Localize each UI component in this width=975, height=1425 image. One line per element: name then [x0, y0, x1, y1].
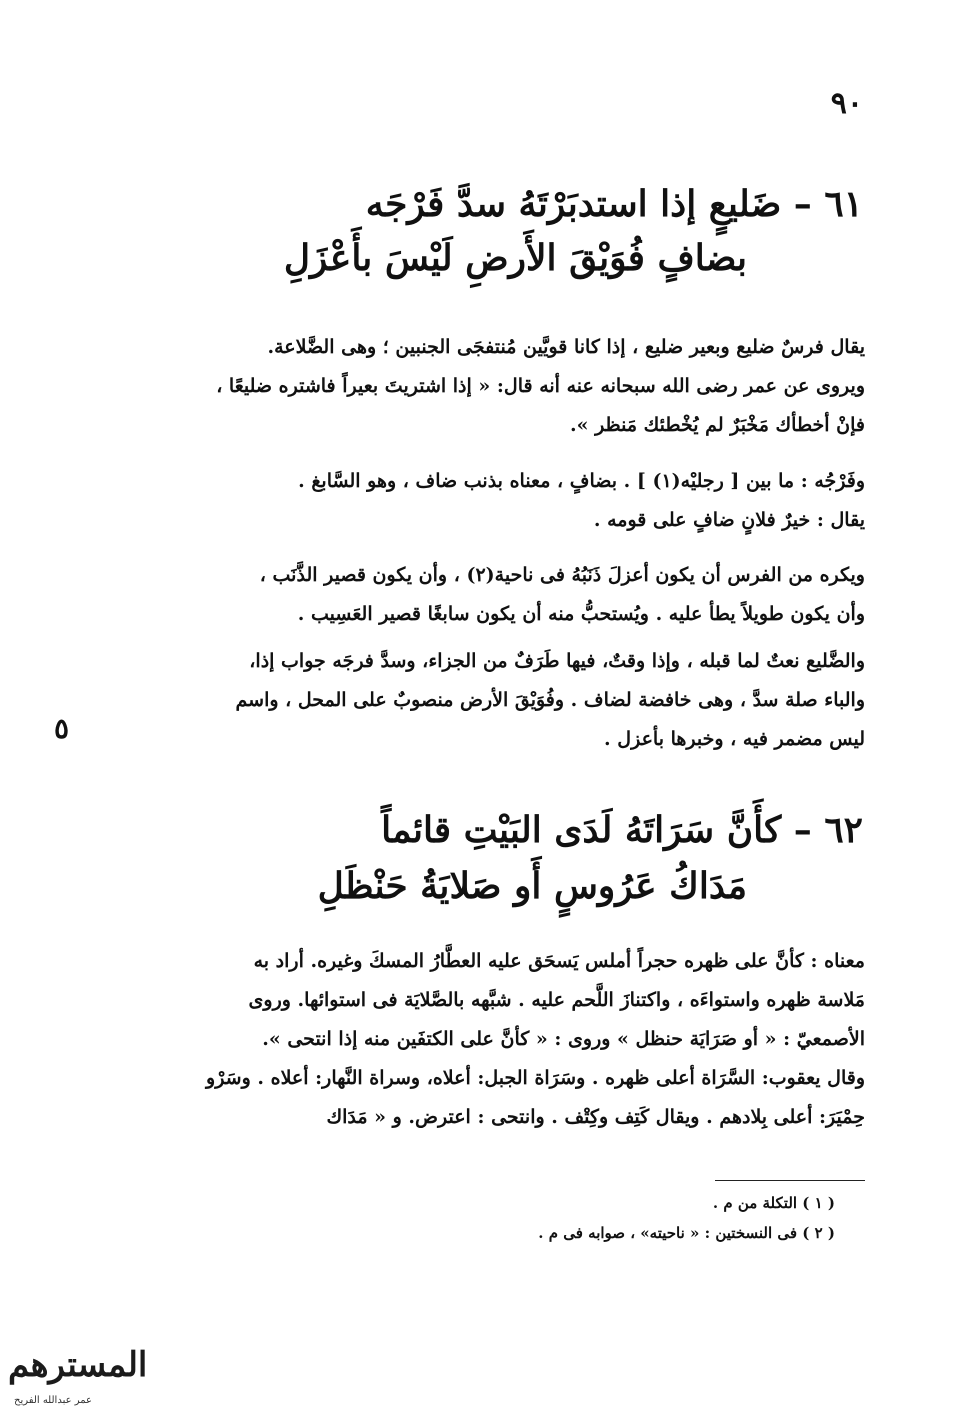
commentary-61-paragraph-1: [115, 328, 865, 445]
text-line: الأصمعيّ : « أو صَرَايَة حنظل » وروى : « كأنَّ على الكتفَين منه إذا انتحى ».: [262, 1028, 865, 1050]
commentary-61-paragraph-4: [115, 642, 865, 759]
footnote-1: ( ١ ) التكلة من م .: [712, 1194, 835, 1212]
footnote-2: ( ٢ ) فى النسختين : « ناحيته» ، صوابه فى م .: [538, 1224, 835, 1242]
commentary-61-paragraph-3: [115, 556, 865, 634]
text-line: ويروى عن عمر رضى الله سبحانه عنه أنه قال: « إذا اشتريتَ بعيراً فاشتره ضليعًا ،: [216, 375, 865, 397]
text-line: والضَّليع نعتٌ لما قبله ، وإذا وقتٌ، فيها طَرَفٌ من الجزاء، وسدَّ فرجَه جواب إذا،: [249, 650, 865, 672]
text-line: وأن يكون طويلاً يطأ عليه . ويُستحبُّ منه أن يكون سابغًا قصير العَسِيب .: [297, 603, 865, 625]
text-line: وفَرْجُه : ما بين [ رجليْه(١) ] . بضافٍ ، معناه بذنب ضاف ، وهو السَّابغ .: [298, 470, 865, 492]
text-line: ليس مضمر فيه ، وخبرها بأعزل .: [604, 728, 865, 750]
footnote-divider: [715, 1180, 865, 1181]
text-line: والباء صلة سدَّ ، وهى خافضة لضاف . وفُوَيْقَ الأرض منصوبٌ على المحل ، واسم: [235, 689, 865, 711]
commentary-61-paragraph-2: [115, 462, 865, 540]
library-watermark: [8, 1345, 148, 1415]
text-line: مَلاسة ظهره واستواءَه ، واكتنازَ اللَّحم عليه . شبَّهه بالصَّلايَة فى استوائها. وروى: [248, 989, 865, 1011]
text-line: فإنْ أخطأك مَخْبَرٌ لم يُخْطئك مَنظر ».: [569, 414, 865, 436]
text-line: ويكره من الفرس أن يكون أعزلَ ذَنَبُهُ فى ناحية(٢) ، وأن يكون قصير الذَّنَب ،: [259, 564, 865, 586]
text-line: وقال يعقوب: السَّرَاة أعلى ظهره . وسَرَاة الجبل: أعلاه، وسراة النَّهار: أعلاه . وسَرْو: [206, 1067, 865, 1089]
commentary-62-paragraph-1: [115, 942, 865, 1137]
text-line: معناه : كأنَّ على ظهره حجراً أملس يَسحَق عليه العطَّارُ المسكَ وغيره. أراد به: [253, 950, 865, 972]
verse-62-line-2: مَدَاكُ عَرُوسٍ أَو صَلايَةُ حَنْظَلِ: [317, 865, 747, 907]
watermark-subtitle: عمر عبدالله الفريح: [14, 1395, 92, 1406]
verse-61-line-1: ٦١ – ضَليعٍ إذا استدبَرْتَهُ سدَّ فَرْجَه: [365, 183, 863, 225]
footnotes: [538, 1188, 835, 1248]
page-number: ٩٠: [830, 86, 863, 121]
text-line: يقال : خيرٌ فلانٍ ضافٍ على قومه .: [593, 509, 865, 531]
text-line: حِمْيَرَ: أعلى بِلادهم . ويقال كَتِف وكِتْف . وانتحى : اعترض. و « مَدَاك: [326, 1106, 865, 1128]
text-line: يقال فرسٌ ضليع وبعير ضليع ، إذا كانا قويَّين مُنتفجَى الجنبين ؛ وهى الضَّلاعة.: [267, 336, 865, 358]
margin-mark: ٥: [54, 712, 70, 745]
watermark-title: المسترهم: [8, 1345, 148, 1385]
verse-62-line-1: ٦٢ – كأَنَّ سَرَاتَهُ لَدَى البَيْتِ قائماً: [381, 809, 863, 851]
verse-61-line-2: بضافٍ فُوَيْقَ الأَرضِ لَيْسَ بأَعْزَلِ: [283, 237, 747, 279]
